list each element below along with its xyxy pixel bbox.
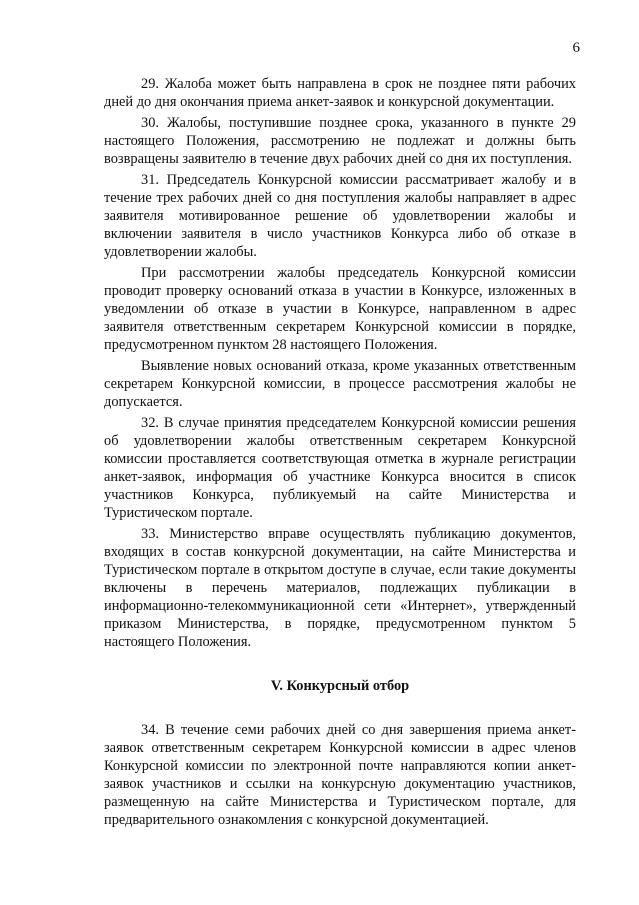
- page-number: 6: [572, 40, 580, 56]
- paragraph-30: 30. Жалобы, поступившие позднее срока, указанного в пункте 29 настоящего Положения, рассмотрению не подлежат и должны быть возвращены заявителю в течение двух рабочих дней со дня их поступления.: [104, 115, 576, 167]
- paragraph-34: 34. В течение семи рабочих дней со дня завершения приема анкет-заявок ответственным секретарем Конкурсной комиссии в адрес членов Конкурсной комиссии по электронной почте направляются копии анкет-заявок участников и ссылки на конкурсную документацию участников, размещенную на сайте Министерства и Туристическом портале, для предварительного ознакомления с конкурсной документацией.: [104, 722, 576, 828]
- paragraph-29: 29. Жалоба может быть направлена в срок не позднее пяти рабочих дней до дня окончания приема анкет-заявок и конкурсной документации.: [104, 76, 576, 110]
- section-heading: V. Конкурсный отбор: [270, 678, 410, 694]
- document-body: [104, 75, 576, 833]
- paragraph-33: 33. Министерство вправе осуществлять публикацию документов, входящих в состав конкурсной документации, на сайте Министерства и Туристическом портале в открытом доступе в случае, если такие документы включены в перечень материалов, подлежащих публикации в информационно-телекоммуникационной сети «Интернет», утвержденный приказом Министерства, в порядке, предусмотренном пунктом 5 настоящего Положения.: [104, 526, 576, 650]
- paragraph-31-review: При рассмотрении жалобы председатель Конкурсной комиссии проводит проверку оснований отказа в участии в Конкурсе, изложенных в уведомлении об отказе в участии в Конкурсе, направленном в адрес заявителя ответственным секретарем Конкурсной комиссии в порядке, предусмотренном пунктом 28 настоящего Положения.: [104, 265, 576, 353]
- paragraph-31-new-grounds: Выявление новых оснований отказа, кроме указанных ответственным секретарем Конкурсной комиссии, в процессе рассмотрения жалобы не допускается.: [104, 358, 576, 410]
- paragraph-32: 32. В случае принятия председателем Конкурсной комиссии решения об удовлетворении жалобы ответственным секретарем Конкурсной комиссии проставляется соответствующая отметка в журнале регистрации анкет-заявок, информация об участнике Конкурса вносится в список участников Конкурса, публикуемый на сайте Министерства и Туристическом портале.: [104, 415, 576, 521]
- paragraph-31: 31. Председатель Конкурсной комиссии рассматривает жалобу и в течение трех рабочих дней со дня поступления жалобы направляет в адрес заявителя мотивированное решение об удовлетворении жалобы и включении заявителя в число участников Конкурса либо об отказе в удовлетворении жалобы.: [104, 172, 576, 260]
